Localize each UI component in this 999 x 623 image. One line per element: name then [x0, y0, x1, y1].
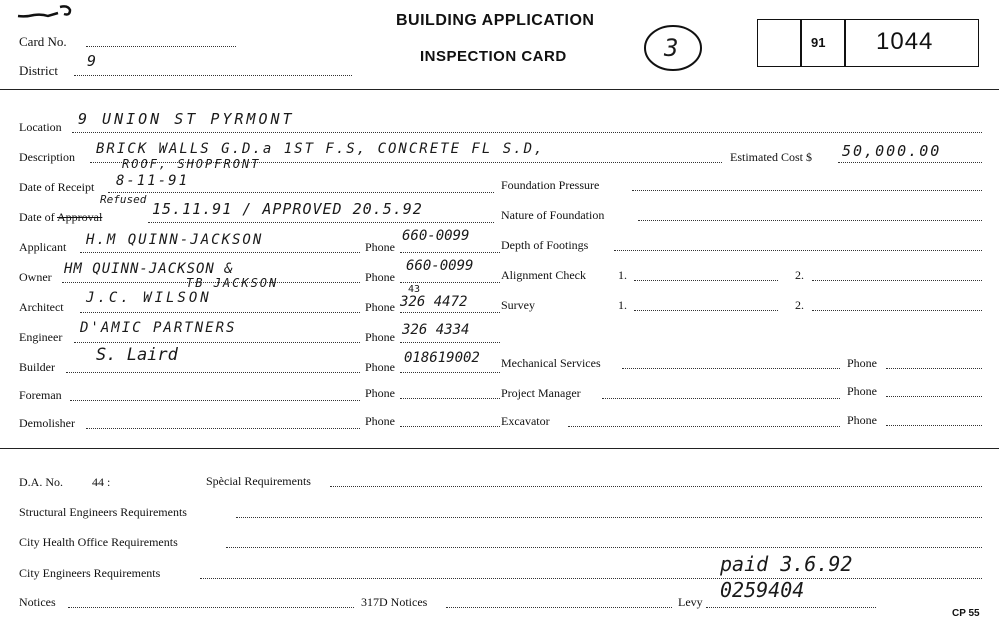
architect-label: Architect [19, 300, 64, 314]
form-code: CP 55 [952, 608, 980, 619]
applicant-label: Applicant [19, 240, 67, 254]
owner-label: Owner [19, 270, 52, 284]
builder-label: Builder [19, 360, 55, 374]
estimated-cost-label: Estimated Cost $ [730, 150, 812, 164]
alignment-check-label: Alignment Check [501, 268, 586, 282]
paid-note: paid 3.6.92 [720, 552, 853, 576]
demolisher-phone-label: Phone [365, 414, 395, 428]
da-no-label: D.A. No. [19, 475, 63, 489]
divider [0, 89, 999, 90]
builder-phone-line [400, 372, 500, 373]
foundation-pressure-label: Foundation Pressure [501, 178, 600, 192]
location-label: Location [19, 120, 62, 134]
architect-phone-line [400, 312, 500, 313]
engineer-phone-value: 326 4334 [402, 322, 470, 338]
engineer-label: Engineer [19, 330, 63, 344]
nature-foundation-line [638, 220, 982, 221]
reference-box [757, 19, 979, 67]
location-value: 9 UNION ST PYRMONT [78, 110, 295, 128]
date-receipt-value: 8-11-91 [116, 173, 190, 189]
nature-foundation-label: Nature of Foundation [501, 208, 605, 222]
architect-value: J.C. WILSON [86, 290, 212, 306]
circled-number: 3 [664, 34, 679, 62]
card-no-label: Card No. [19, 34, 67, 49]
district-value: 9 [87, 52, 97, 70]
special-requirements-label: Spècial Requirements [206, 474, 311, 488]
architect-phone-label: Phone [365, 300, 395, 314]
engineer-line [74, 342, 360, 343]
description-label: Description [19, 150, 75, 164]
mechanical-phone-label: Phone [847, 356, 877, 370]
owner-phone-value: 660-0099 [406, 258, 474, 274]
engineer-value: D'AMIC PARTNERS [80, 320, 237, 336]
refused-note: Refused [100, 193, 147, 206]
card-no-line [86, 46, 236, 47]
builder-value: S. Laird [96, 345, 178, 365]
description-value-1: BRICK WALLS G.D.a 1ST F.S, CONCRETE FL S.D, [96, 141, 545, 157]
box-divider [844, 19, 846, 67]
date-approval-struck: Approval [57, 210, 103, 224]
architect-phone-value: 326 4472 [400, 294, 468, 310]
foreman-phone-line [400, 398, 500, 399]
date-approval-label-wrap [19, 210, 102, 225]
owner-phone-line [400, 282, 500, 283]
excavator-phone-label: Phone [847, 413, 877, 427]
owner-value-2: TB JACKSON [186, 276, 279, 290]
box-right-value: 1044 [876, 28, 934, 55]
da-no-value: 44 : [92, 475, 111, 489]
survey-num-2: 2. [795, 298, 804, 312]
project-manager-line [602, 398, 840, 399]
foundation-pressure-line [632, 190, 982, 191]
engineer-phone-label: Phone [365, 330, 395, 344]
district-label: District [19, 63, 58, 78]
alignment-line-1 [634, 280, 778, 281]
317d-notices-line [446, 607, 672, 608]
excavator-line [568, 426, 840, 427]
project-manager-phone-line [886, 396, 982, 397]
project-manager-phone-label: Phone [847, 384, 877, 398]
builder-phone-value: 018619002 [404, 350, 480, 366]
levy-label: Levy [678, 595, 703, 609]
levy-value: 0259404 [720, 578, 805, 602]
alignment-line-2 [812, 280, 982, 281]
date-approval-label: Date of [19, 210, 55, 224]
survey-line-2 [812, 310, 982, 311]
project-manager-label: Project Manager [501, 386, 581, 400]
notices-line [68, 607, 354, 608]
health-requirements-line [226, 547, 982, 548]
applicant-phone-value: 660-0099 [402, 228, 470, 244]
engineer-phone-line [400, 342, 500, 343]
demolisher-phone-line [400, 426, 500, 427]
alignment-num-1: 1. [618, 268, 627, 282]
date-approval-line [148, 222, 494, 223]
divider [0, 448, 999, 449]
ink-mark-icon [16, 4, 76, 20]
estimated-cost-value: 50,000.00 [842, 142, 942, 160]
owner-phone-label: Phone [365, 270, 395, 284]
notices-label: Notices [19, 595, 56, 609]
structural-requirements-line [236, 517, 982, 518]
architect-phone-superscript: 43 [408, 284, 421, 295]
excavator-phone-line [886, 425, 982, 426]
form-title-line2: INSPECTION CARD [420, 48, 567, 65]
applicant-phone-line [400, 252, 500, 253]
builder-phone-label: Phone [365, 360, 395, 374]
form-title-line1: BUILDING APPLICATION [396, 12, 595, 29]
description-value-2: ROOF, SHOPFRONT [122, 157, 261, 171]
estimated-cost-line [838, 162, 982, 163]
architect-line [80, 312, 360, 313]
survey-label: Survey [501, 298, 535, 312]
city-engineers-line [200, 578, 982, 579]
date-receipt-label: Date of Receipt [19, 180, 95, 194]
317d-notices-label: 317D Notices [361, 595, 428, 609]
applicant-value: H.M QUINN-JACKSON [86, 232, 264, 248]
foreman-label: Foreman [19, 388, 62, 402]
demolisher-line [86, 428, 360, 429]
depth-footings-line [614, 250, 982, 251]
district-line [74, 75, 352, 76]
special-requirements-line [330, 486, 982, 487]
depth-footings-label: Depth of Footings [501, 238, 589, 252]
applicant-phone-label: Phone [365, 240, 395, 254]
mechanical-phone-line [886, 368, 982, 369]
levy-line [706, 607, 876, 608]
survey-line-1 [634, 310, 778, 311]
builder-line [66, 372, 360, 373]
box-divider [800, 19, 802, 67]
city-engineers-label: City Engineers Requirements [19, 566, 161, 580]
mechanical-services-line [622, 368, 840, 369]
date-approval-value: 15.11.91 / APPROVED 20.5.92 [152, 200, 423, 218]
survey-num-1: 1. [618, 298, 627, 312]
demolisher-label: Demolisher [19, 416, 75, 430]
alignment-num-2: 2. [795, 268, 804, 282]
date-receipt-line [108, 192, 494, 193]
owner-value: HM QUINN-JACKSON & [64, 261, 234, 277]
box-mid-value: 91 [811, 35, 826, 50]
mechanical-services-label: Mechanical Services [501, 356, 601, 370]
foreman-phone-label: Phone [365, 386, 395, 400]
foreman-line [70, 400, 360, 401]
health-requirements-label: City Health Office Requirements [19, 535, 178, 549]
applicant-line [80, 252, 360, 253]
location-line [72, 132, 982, 133]
structural-requirements-label: Structural Engineers Requirements [19, 505, 187, 519]
excavator-label: Excavator [501, 414, 550, 428]
